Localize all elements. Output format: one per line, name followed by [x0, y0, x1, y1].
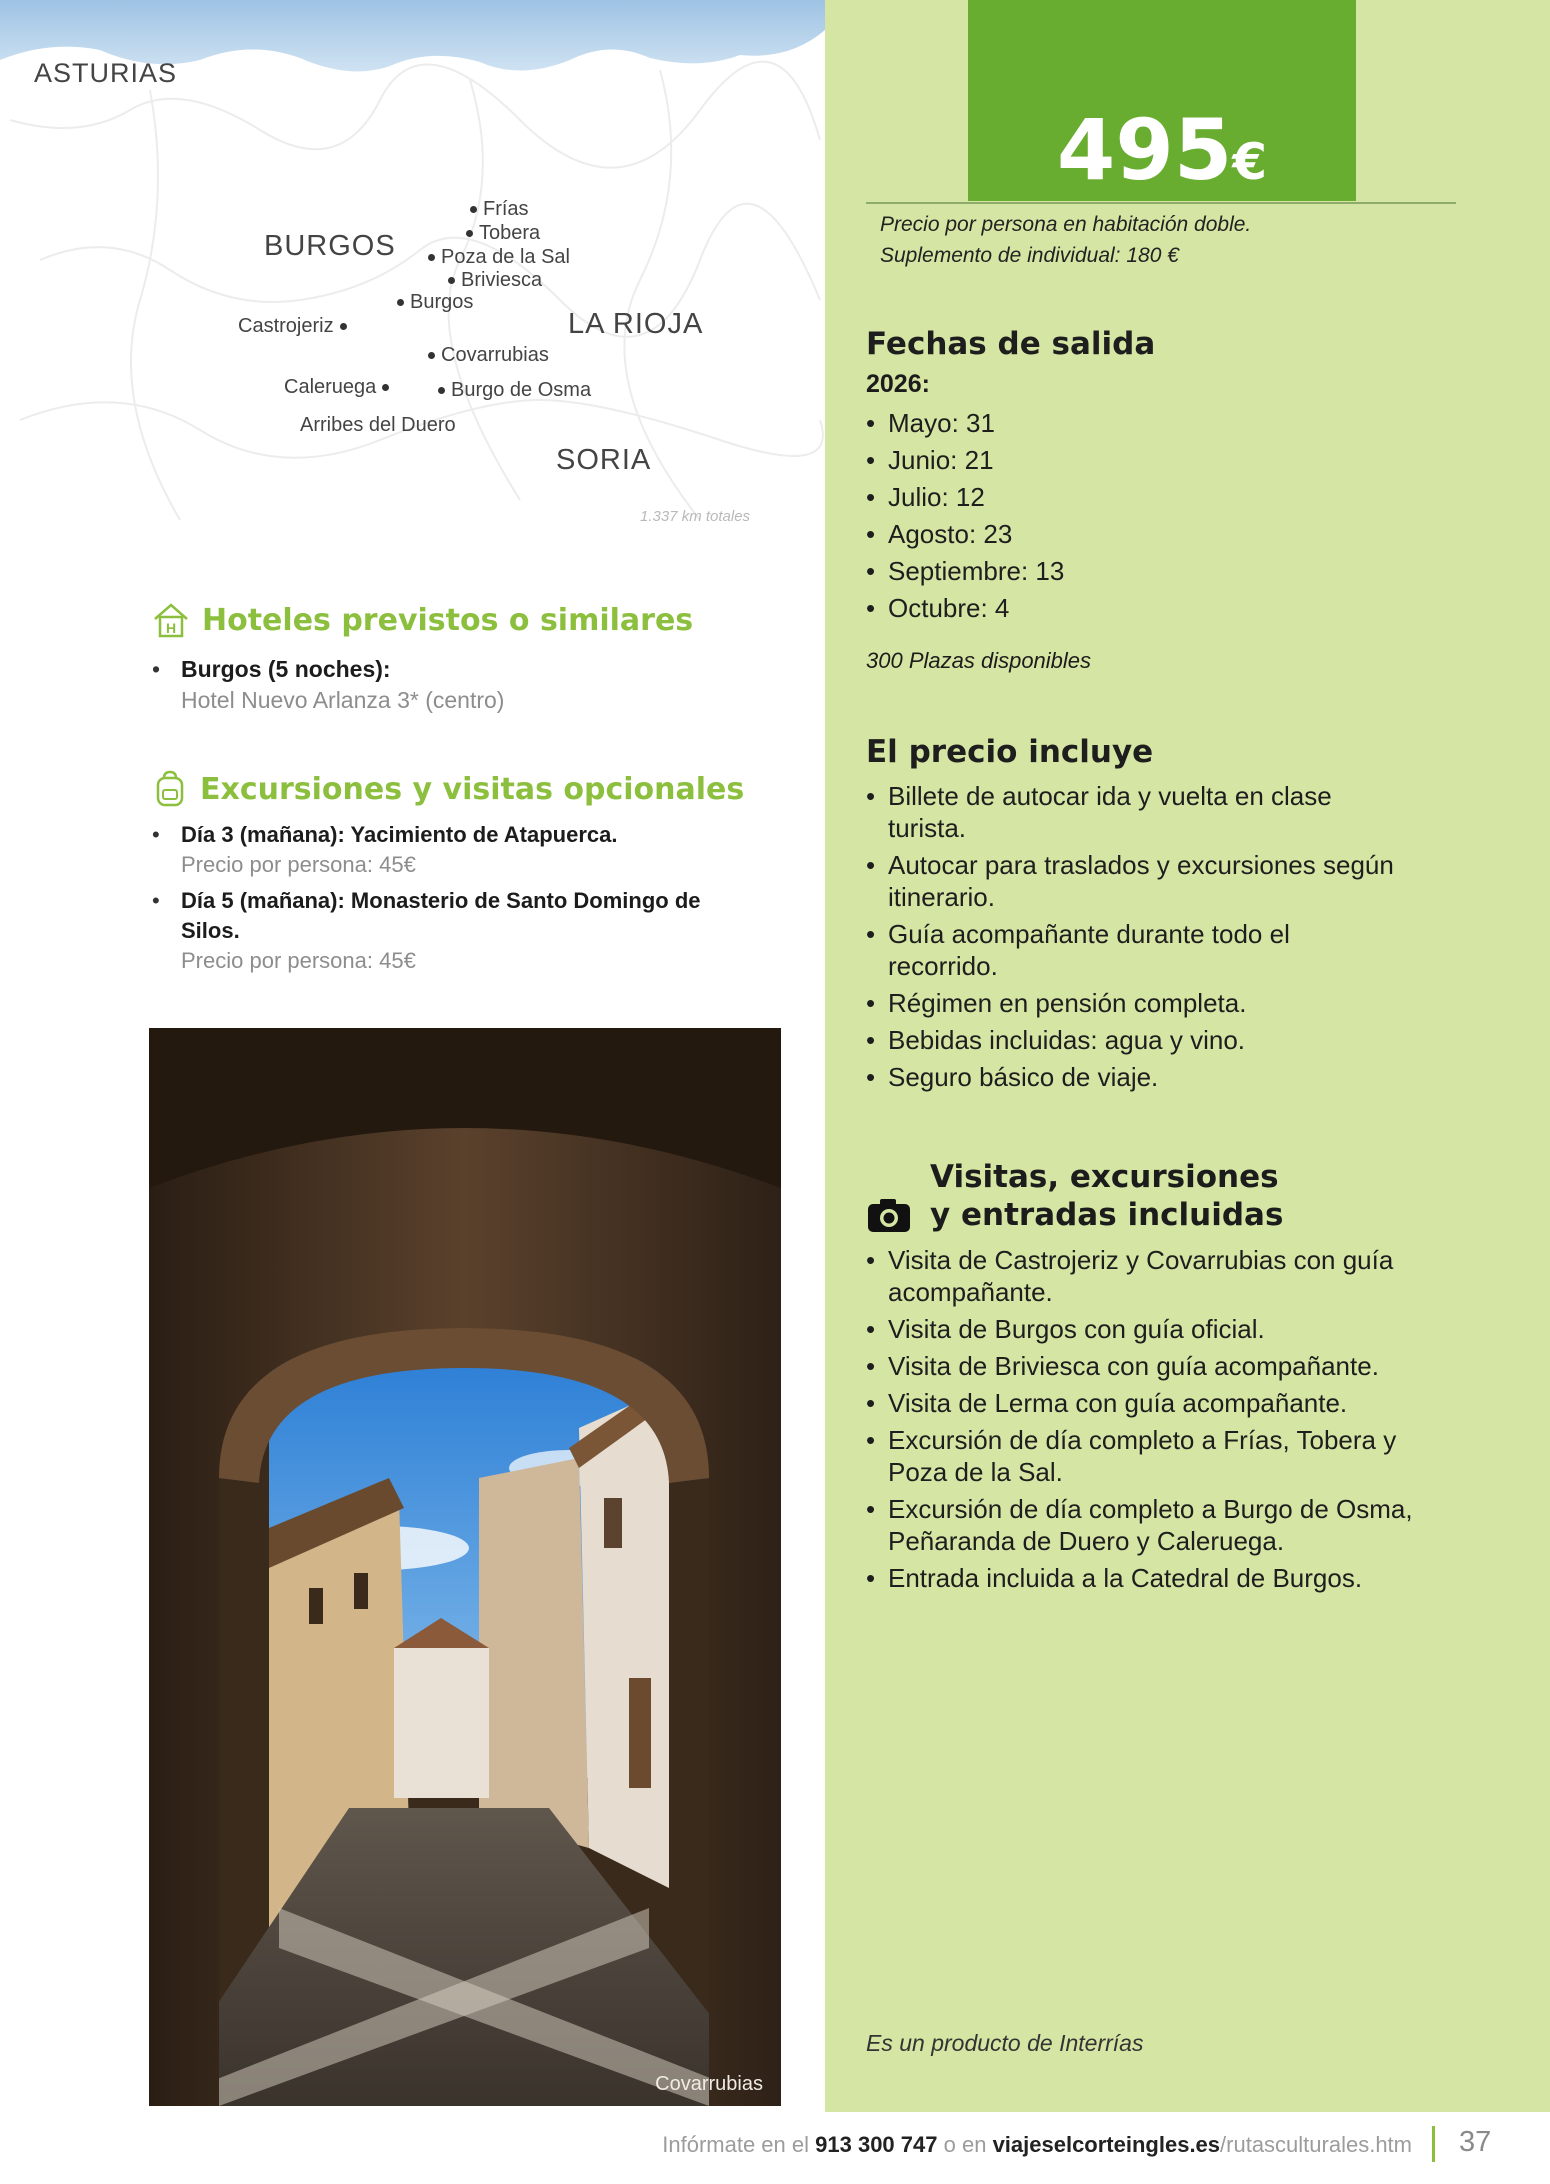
footer-phone[interactable]: 913 300 747: [815, 2132, 938, 2157]
list-item: • Visita de Castrojeriz y Covarrubias con guía acompañante.: [866, 1244, 1451, 1308]
page-footer: [0, 2112, 1550, 2184]
producto-note: Es un producto de Interrías: [866, 2030, 1144, 2056]
map-total-distance: 1.337 km totales: [640, 508, 751, 525]
map-town-frias: Frías: [470, 198, 529, 221]
list-item: • Bebidas incluidas: agua y vino.: [866, 1024, 1406, 1056]
map-dot-icon: [448, 277, 455, 284]
list-item: • Billete de autocar ida y vuelta en clase turista.: [866, 780, 1406, 844]
camera-icon: [866, 1196, 912, 1234]
hotel-icon: [152, 602, 190, 638]
price-amount: 495€: [1056, 101, 1268, 199]
map-region-la-rioja: LA RIOJA: [568, 308, 704, 340]
list-item: • Día 5 (mañana): Monasterio de Santo Domingo de Silos. Precio por persona: 45€: [152, 886, 712, 976]
svg-text:H: H: [165, 620, 177, 636]
map-dot-icon: [428, 352, 435, 359]
list-item: • Régimen en pensión completa.: [866, 987, 1406, 1019]
map-town-burgos: Burgos: [397, 291, 473, 314]
hoteles-heading: H Hoteles previstos o similares: [152, 602, 693, 638]
visitas-heading: Visitas, excursiones y entradas incluidas: [866, 1158, 1283, 1234]
map-dot-icon: [397, 299, 404, 306]
footer-contact: Infórmate en el 913 300 747 o en viajeselcorteingles.es/rutasculturales.htm: [662, 2132, 1412, 2157]
list-item: • Septiembre: 13: [866, 555, 1064, 587]
covarrubias-photo: [149, 1028, 781, 2106]
fechas-year: 2026:: [866, 370, 930, 398]
list-item: • Día 3 (mañana): Yacimiento de Atapuerca. Precio por persona: 45€: [152, 820, 712, 880]
map-region-soria: SORIA: [556, 444, 652, 476]
incluye-heading: El precio incluye: [866, 734, 1154, 770]
map-dot-icon: [470, 206, 477, 213]
map-town-poza-de-la-sal: Poza de la Sal: [428, 246, 570, 269]
backpack-icon: [152, 770, 188, 808]
price-note: Precio por persona en habitación doble. Suplemento de individual: 180 €: [880, 213, 1252, 267]
list-item: • Seguro básico de viaje.: [866, 1061, 1406, 1093]
list-item: • Octubre: 4: [866, 592, 1064, 624]
fechas-heading: Fechas de salida: [866, 326, 1156, 362]
list-item: • Burgos (5 noches): Hotel Nuevo Arlanza 3* (centro): [152, 654, 752, 716]
route-map: [0, 0, 825, 545]
map-dot-icon: [466, 230, 473, 237]
arch-street-image: [149, 1028, 781, 2106]
map-town-briviesca: Briviesca: [448, 269, 542, 292]
list-item: • Entrada incluida a la Catedral de Burgos.: [866, 1562, 1451, 1594]
page-number: 37: [1459, 2126, 1492, 2158]
visitas-list: [866, 1244, 1451, 1599]
list-item: • Mayo: 31: [866, 407, 1064, 439]
price-divider: [866, 202, 1456, 204]
footer-divider: [1432, 2126, 1435, 2162]
map-dot-icon: [428, 254, 435, 261]
excursiones-list: [152, 820, 712, 982]
price-box: [968, 0, 1356, 201]
hoteles-list: [152, 654, 752, 722]
list-item: • Autocar para traslados y excursiones según itinerario.: [866, 849, 1406, 913]
incluye-list: [866, 780, 1406, 1098]
list-item: • Visita de Burgos con guía oficial.: [866, 1313, 1451, 1345]
map-dot-icon: [382, 384, 389, 391]
list-item: • Julio: 12: [866, 481, 1064, 513]
list-item: • Guía acompañante durante todo el recorrido.: [866, 918, 1406, 982]
map-town-castrojeriz: Castrojeriz: [238, 315, 347, 338]
photo-caption: Covarrubias: [655, 2073, 763, 2095]
map-dot-icon: [438, 387, 445, 394]
map-region-asturias: ASTURIAS: [34, 58, 178, 88]
list-item: • Excursión de día completo a Burgo de Osma, Peñaranda de Duero y Caleruega.: [866, 1493, 1451, 1557]
map-region-burgos: BURGOS: [264, 230, 396, 262]
map-town-tobera: Tobera: [466, 222, 540, 245]
map-dot-icon: [340, 323, 347, 330]
map-town-caleruega: Caleruega: [284, 376, 389, 399]
map-town-burgo-de-osma: Burgo de Osma: [438, 379, 591, 402]
list-item: • Agosto: 23: [866, 518, 1064, 550]
list-item: • Visita de Briviesca con guía acompañante.: [866, 1350, 1451, 1382]
list-item: • Excursión de día completo a Frías, Tobera y Poza de la Sal.: [866, 1424, 1451, 1488]
map-town-arribes-del-duero: Arribes del Duero: [300, 414, 456, 436]
map-town-covarrubias: Covarrubias: [428, 344, 549, 367]
fechas-list: [866, 407, 1064, 629]
footer-website-link[interactable]: viajeselcorteingles.es: [992, 2132, 1221, 2157]
list-item: • Junio: 21: [866, 444, 1064, 476]
plazas-disponibles: 300 Plazas disponibles: [866, 648, 1092, 673]
list-item: • Visita de Lerma con guía acompañante.: [866, 1387, 1451, 1419]
excursiones-heading: Excursiones y visitas opcionales: [152, 770, 744, 808]
